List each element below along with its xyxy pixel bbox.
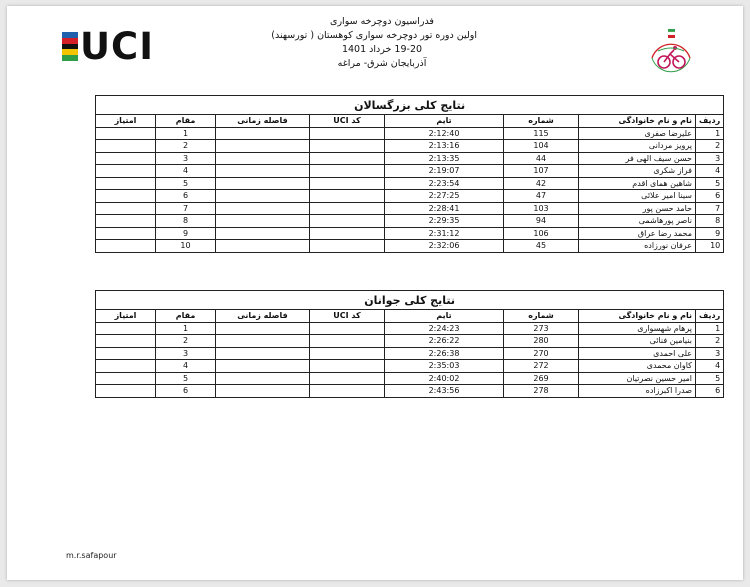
cell-rank: 2 (696, 335, 724, 348)
uci-logo-text: UCI (80, 25, 154, 68)
cell-number: 45 (504, 240, 579, 253)
col-header-gap: فاصله زمانی (216, 115, 310, 128)
cell-place: 3 (156, 152, 216, 165)
table-row (96, 152, 724, 165)
col-header-gap: فاصله زمانی (216, 310, 310, 323)
cell-place: 1 (156, 322, 216, 335)
cell-rank: 8 (696, 215, 724, 228)
cell-rank: 3 (696, 152, 724, 165)
cell-number: 106 (504, 227, 579, 240)
cell-number: 94 (504, 215, 579, 228)
table-row (96, 385, 724, 398)
cell-number: 107 (504, 165, 579, 178)
cell-name: کاوان محمدی (579, 360, 696, 373)
cell-name: پرویز مردانی (579, 140, 696, 153)
col-header-name: نام و نام خانوادگی (579, 115, 696, 128)
col-header-rank: ردیف (696, 115, 724, 128)
col-header-time: تایم (385, 310, 504, 323)
cell-points (96, 140, 156, 153)
cycling-federation-emblem-icon (644, 28, 698, 80)
cell-number: 103 (504, 202, 579, 215)
cell-rank: 4 (696, 165, 724, 178)
cell-name: شاهین همای اقدم (579, 177, 696, 190)
cell-name: حسن سیف الهی فر (579, 152, 696, 165)
cell-place: 6 (156, 385, 216, 398)
table-row (96, 140, 724, 153)
cell-gap (216, 127, 310, 140)
table-row (96, 177, 724, 190)
cell-gap (216, 190, 310, 203)
cell-gap (216, 177, 310, 190)
table-row (96, 347, 724, 360)
cell-uci-code (310, 202, 385, 215)
cell-uci-code (310, 335, 385, 348)
table-row (96, 215, 724, 228)
cell-name: ناصر پورهاشمی (579, 215, 696, 228)
cell-place: 2 (156, 335, 216, 348)
table-row (96, 202, 724, 215)
cell-name: سینا امیر علائی (579, 190, 696, 203)
cell-place: 5 (156, 372, 216, 385)
col-header-points: امتیاز (96, 115, 156, 128)
cell-uci-code (310, 190, 385, 203)
cell-points (96, 322, 156, 335)
cell-place: 4 (156, 165, 216, 178)
cell-uci-code (310, 322, 385, 335)
cell-number: 115 (504, 127, 579, 140)
cell-time: 2:26:22 (385, 335, 504, 348)
cell-gap (216, 335, 310, 348)
cell-name: محمد رضا عراق (579, 227, 696, 240)
cell-place: 1 (156, 127, 216, 140)
table-row (96, 190, 724, 203)
col-header-place: مقام (156, 115, 216, 128)
cell-points (96, 177, 156, 190)
col-header-points: امتیاز (96, 310, 156, 323)
cell-uci-code (310, 240, 385, 253)
col-header-time: تایم (385, 115, 504, 128)
stripe-green (62, 55, 78, 61)
cell-number: 42 (504, 177, 579, 190)
cell-points (96, 190, 156, 203)
cell-points (96, 215, 156, 228)
cell-time: 2:31:12 (385, 227, 504, 240)
cell-points (96, 347, 156, 360)
author-credit: m.r.safapour (66, 551, 117, 560)
cell-points (96, 372, 156, 385)
col-header-uci-code: کد UCI (310, 115, 385, 128)
cell-points (96, 385, 156, 398)
cell-name: پرهام شهسواری (579, 322, 696, 335)
cell-time: 2:35:03 (385, 360, 504, 373)
document-page (7, 6, 743, 580)
cell-points (96, 202, 156, 215)
cell-time: 2:13:35 (385, 152, 504, 165)
col-header-uci-code: کد UCI (310, 310, 385, 323)
cell-gap (216, 165, 310, 178)
table-row (96, 322, 724, 335)
cell-uci-code (310, 215, 385, 228)
cell-name: عرفان نورزاده (579, 240, 696, 253)
cell-points (96, 165, 156, 178)
cell-name: حامد حسن پور (579, 202, 696, 215)
cell-time: 2:12:40 (385, 127, 504, 140)
cell-uci-code (310, 177, 385, 190)
cell-gap (216, 215, 310, 228)
cell-time: 2:43:56 (385, 385, 504, 398)
document-header (271, 15, 477, 71)
cell-place: 2 (156, 140, 216, 153)
cell-time: 2:27:25 (385, 190, 504, 203)
cell-gap (216, 322, 310, 335)
cell-rank: 2 (696, 140, 724, 153)
cell-time: 2:32:06 (385, 240, 504, 253)
col-header-number: شماره (504, 310, 579, 323)
table-row (96, 127, 724, 140)
uci-rainbow-stripes (62, 32, 78, 61)
cell-rank: 10 (696, 240, 724, 253)
cell-number: 269 (504, 372, 579, 385)
cell-uci-code (310, 165, 385, 178)
cell-number: 280 (504, 335, 579, 348)
cell-number: 104 (504, 140, 579, 153)
col-header-number: شماره (504, 115, 579, 128)
col-header-rank: ردیف (696, 310, 724, 323)
cell-place: 4 (156, 360, 216, 373)
cell-place: 5 (156, 177, 216, 190)
cell-gap (216, 372, 310, 385)
cell-name: علیرضا صفری (579, 127, 696, 140)
cell-place: 3 (156, 347, 216, 360)
cell-time: 2:24:23 (385, 322, 504, 335)
col-header-place: مقام (156, 310, 216, 323)
cell-uci-code (310, 227, 385, 240)
cell-points (96, 127, 156, 140)
cell-time: 2:19:07 (385, 165, 504, 178)
cell-name: صدرا اکبرزاده (579, 385, 696, 398)
cell-points (96, 240, 156, 253)
table-row (96, 372, 724, 385)
event-name: اولین دوره تور دوچرخه سواری کوهستان ( تورسهند) (271, 30, 477, 41)
juniors-results-table (95, 290, 724, 398)
cell-gap (216, 360, 310, 373)
cell-time: 2:23:54 (385, 177, 504, 190)
cell-points (96, 152, 156, 165)
cell-points (96, 335, 156, 348)
cell-time: 2:28:41 (385, 202, 504, 215)
cell-gap (216, 202, 310, 215)
cell-gap (216, 227, 310, 240)
table-title: نتایج کلی جوانان (96, 291, 724, 310)
cell-place: 8 (156, 215, 216, 228)
cell-rank: 7 (696, 202, 724, 215)
cell-rank: 1 (696, 127, 724, 140)
event-date: 19-20 خرداد 1401 (341, 44, 423, 55)
cell-uci-code (310, 360, 385, 373)
cell-name: امیر حسین نصرتیان (579, 372, 696, 385)
cell-number: 44 (504, 152, 579, 165)
cell-number: 272 (504, 360, 579, 373)
cell-time: 2:13:16 (385, 140, 504, 153)
cell-time: 2:26:38 (385, 347, 504, 360)
cell-uci-code (310, 140, 385, 153)
cell-uci-code (310, 385, 385, 398)
cell-gap (216, 240, 310, 253)
cell-gap (216, 347, 310, 360)
federation-name: فدراسیون دوچرخه سواری (330, 16, 434, 27)
cell-gap (216, 152, 310, 165)
table-row (96, 227, 724, 240)
table-row (96, 165, 724, 178)
cell-gap (216, 140, 310, 153)
cell-rank: 6 (696, 385, 724, 398)
cell-place: 7 (156, 202, 216, 215)
cell-number: 270 (504, 347, 579, 360)
cell-uci-code (310, 152, 385, 165)
table-row (96, 240, 724, 253)
cell-number: 47 (504, 190, 579, 203)
cell-uci-code (310, 347, 385, 360)
cell-rank: 9 (696, 227, 724, 240)
event-location: آذربایجان شرق- مراغه (337, 58, 427, 69)
table-row (96, 360, 724, 373)
cell-gap (216, 385, 310, 398)
cell-place: 6 (156, 190, 216, 203)
cell-rank: 1 (696, 322, 724, 335)
adults-results-table (95, 95, 724, 253)
cell-name: علی احمدی (579, 347, 696, 360)
cell-uci-code (310, 127, 385, 140)
cell-rank: 4 (696, 360, 724, 373)
cell-number: 278 (504, 385, 579, 398)
cell-place: 9 (156, 227, 216, 240)
cell-number: 273 (504, 322, 579, 335)
cell-time: 2:29:35 (385, 215, 504, 228)
cell-rank: 6 (696, 190, 724, 203)
table-row (96, 335, 724, 348)
cell-place: 10 (156, 240, 216, 253)
cell-time: 2:40:02 (385, 372, 504, 385)
cell-uci-code (310, 372, 385, 385)
cell-rank: 3 (696, 347, 724, 360)
cell-rank: 5 (696, 372, 724, 385)
cell-points (96, 360, 156, 373)
col-header-name: نام و نام خانوادگی (579, 310, 696, 323)
cell-name: فراز شکری (579, 165, 696, 178)
cell-rank: 5 (696, 177, 724, 190)
table-title: نتایج کلی بزرگسالان (96, 96, 724, 115)
cell-points (96, 227, 156, 240)
cell-name: بنیامین فنائی (579, 335, 696, 348)
